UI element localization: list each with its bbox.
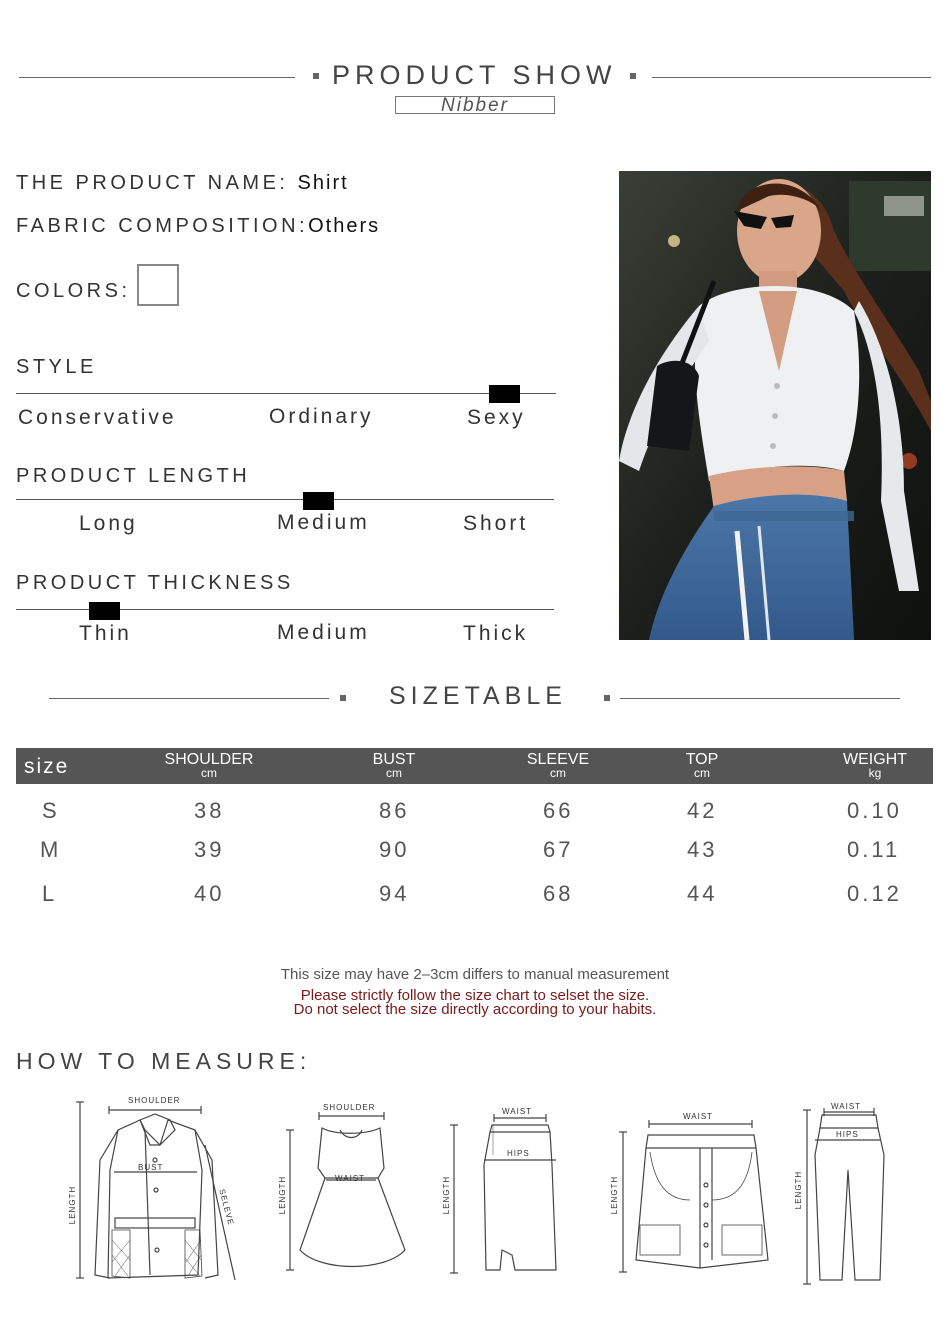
cell-size: L	[42, 881, 58, 906]
length-option-short: Short	[463, 512, 529, 535]
cell-shoulder: 39	[194, 837, 225, 862]
size-warning-line2: Do not select the size directly according to your habits.	[293, 1001, 657, 1018]
length-title: PRODUCT LENGTH	[16, 465, 251, 487]
header-dot-left	[313, 73, 319, 79]
cell-weight: 0.10	[847, 798, 902, 823]
skirt-waist-label: WAIST	[502, 1107, 533, 1116]
measure-diagrams	[0, 1090, 950, 1300]
col-header-size: size	[24, 755, 70, 778]
shorts-length-label: LENGTH	[610, 1175, 619, 1215]
sizetable-divider-left	[49, 698, 329, 699]
pants-length-label: LENGTH	[794, 1170, 803, 1210]
thickness-marker	[89, 602, 120, 620]
thickness-option-thick: Thick	[463, 622, 529, 645]
col-header-top	[642, 752, 762, 779]
cell-size: S	[42, 798, 60, 823]
jacket-shoulder-label: SHOULDER	[128, 1096, 181, 1105]
length-scale-line	[16, 499, 554, 500]
how-to-measure-title: HOW TO MEASURE:	[16, 1048, 312, 1074]
dress-shoulder-label: SHOULDER	[323, 1103, 376, 1112]
jacket-diagram	[76, 1102, 235, 1280]
sizetable-dot-left	[340, 695, 346, 701]
jacket-length-label: LENGTH	[68, 1185, 77, 1225]
cell-weight: 0.11	[847, 837, 901, 862]
dress-waist-label: WAIST	[335, 1174, 366, 1183]
style-option-ordinary: Ordinary	[269, 405, 374, 428]
style-marker	[489, 385, 520, 403]
cell-sleeve: 68	[543, 881, 574, 906]
col-header-bust-unit: cm	[386, 766, 402, 780]
dress-length-label: LENGTH	[278, 1175, 287, 1215]
cell-bust: 90	[379, 837, 410, 862]
col-header-shoulder	[149, 752, 269, 779]
dress-diagram	[286, 1112, 405, 1270]
size-warning-line1: Please strictly follow the size chart to selset the size.	[300, 987, 650, 1004]
col-header-sleeve-unit: cm	[550, 766, 566, 780]
cell-shoulder: 38	[194, 798, 225, 823]
pants-hips-label: HIPS	[836, 1130, 859, 1139]
product-name-label: THE PRODUCT NAME:	[16, 172, 289, 194]
brand-name: Nibber	[395, 96, 555, 114]
style-option-sexy: Sexy	[467, 406, 526, 429]
skirt-length-label: LENGTH	[442, 1175, 451, 1215]
thickness-title: PRODUCT THICKNESS	[16, 572, 294, 594]
cell-bust: 86	[379, 798, 410, 823]
col-header-weight-label: WEIGHT	[843, 751, 907, 768]
skirt-diagram	[450, 1114, 556, 1273]
col-header-top-label: TOP	[685, 751, 719, 768]
fabric-label: FABRIC COMPOSITION:	[16, 215, 309, 237]
fabric-row	[16, 215, 380, 238]
col-header-bust-label: BUST	[372, 751, 416, 768]
skirt-hips-label: HIPS	[507, 1149, 530, 1158]
header-divider-right	[652, 77, 931, 78]
sizetable-title: SIZETABLE	[389, 682, 567, 710]
cell-top: 42	[687, 798, 718, 823]
fabric-value: Others	[308, 215, 381, 237]
cell-weight: 0.12	[847, 881, 902, 906]
cell-bust: 94	[379, 881, 410, 906]
thickness-option-medium: Medium	[277, 621, 370, 644]
sizetable-dot-right	[604, 695, 610, 701]
shorts-waist-label: WAIST	[683, 1112, 714, 1121]
shorts-diagram	[619, 1120, 768, 1272]
cell-top: 43	[687, 837, 718, 862]
style-option-conservative: Conservative	[18, 406, 177, 429]
model-photo-illustration	[619, 171, 931, 640]
col-header-sleeve-label: SLEEVE	[526, 751, 590, 768]
product-name-row	[16, 172, 349, 195]
cell-size: M	[40, 837, 62, 862]
length-option-medium: Medium	[277, 511, 370, 534]
thickness-option-thin: Thin	[79, 622, 132, 645]
length-marker	[303, 492, 334, 510]
size-table-header	[16, 748, 933, 784]
cell-top: 44	[687, 881, 718, 906]
header-divider-left	[19, 77, 295, 78]
col-header-bust	[334, 752, 454, 779]
cell-shoulder: 40	[194, 881, 225, 906]
col-header-shoulder-unit: cm	[201, 766, 217, 780]
jacket-sleeve-label: SELEVE	[217, 1188, 236, 1227]
pants-waist-label: WAIST	[831, 1102, 862, 1111]
product-name-value: Shirt	[297, 172, 349, 194]
col-header-top-unit: cm	[694, 766, 710, 780]
jacket-bust-label: BUST	[138, 1163, 164, 1172]
header-dot-right	[630, 73, 636, 79]
cell-sleeve: 66	[543, 798, 574, 823]
model-photo	[619, 171, 931, 640]
col-header-weight-unit: kg	[868, 766, 882, 780]
style-title: STYLE	[16, 356, 97, 378]
colors-label: COLORS:	[16, 280, 131, 302]
style-scale-line	[16, 393, 556, 394]
col-header-weight	[815, 752, 935, 779]
page-title: PRODUCT SHOW	[332, 60, 617, 90]
color-swatch-white[interactable]	[137, 264, 179, 306]
cell-sleeve: 67	[543, 837, 574, 862]
measurement-note: This size may have 2–3cm differs to manual measurement	[280, 966, 670, 983]
length-option-long: Long	[79, 512, 138, 535]
col-header-sleeve	[498, 752, 618, 779]
col-header-shoulder-label: SHOULDER	[164, 751, 254, 768]
sizetable-divider-right	[620, 698, 900, 699]
